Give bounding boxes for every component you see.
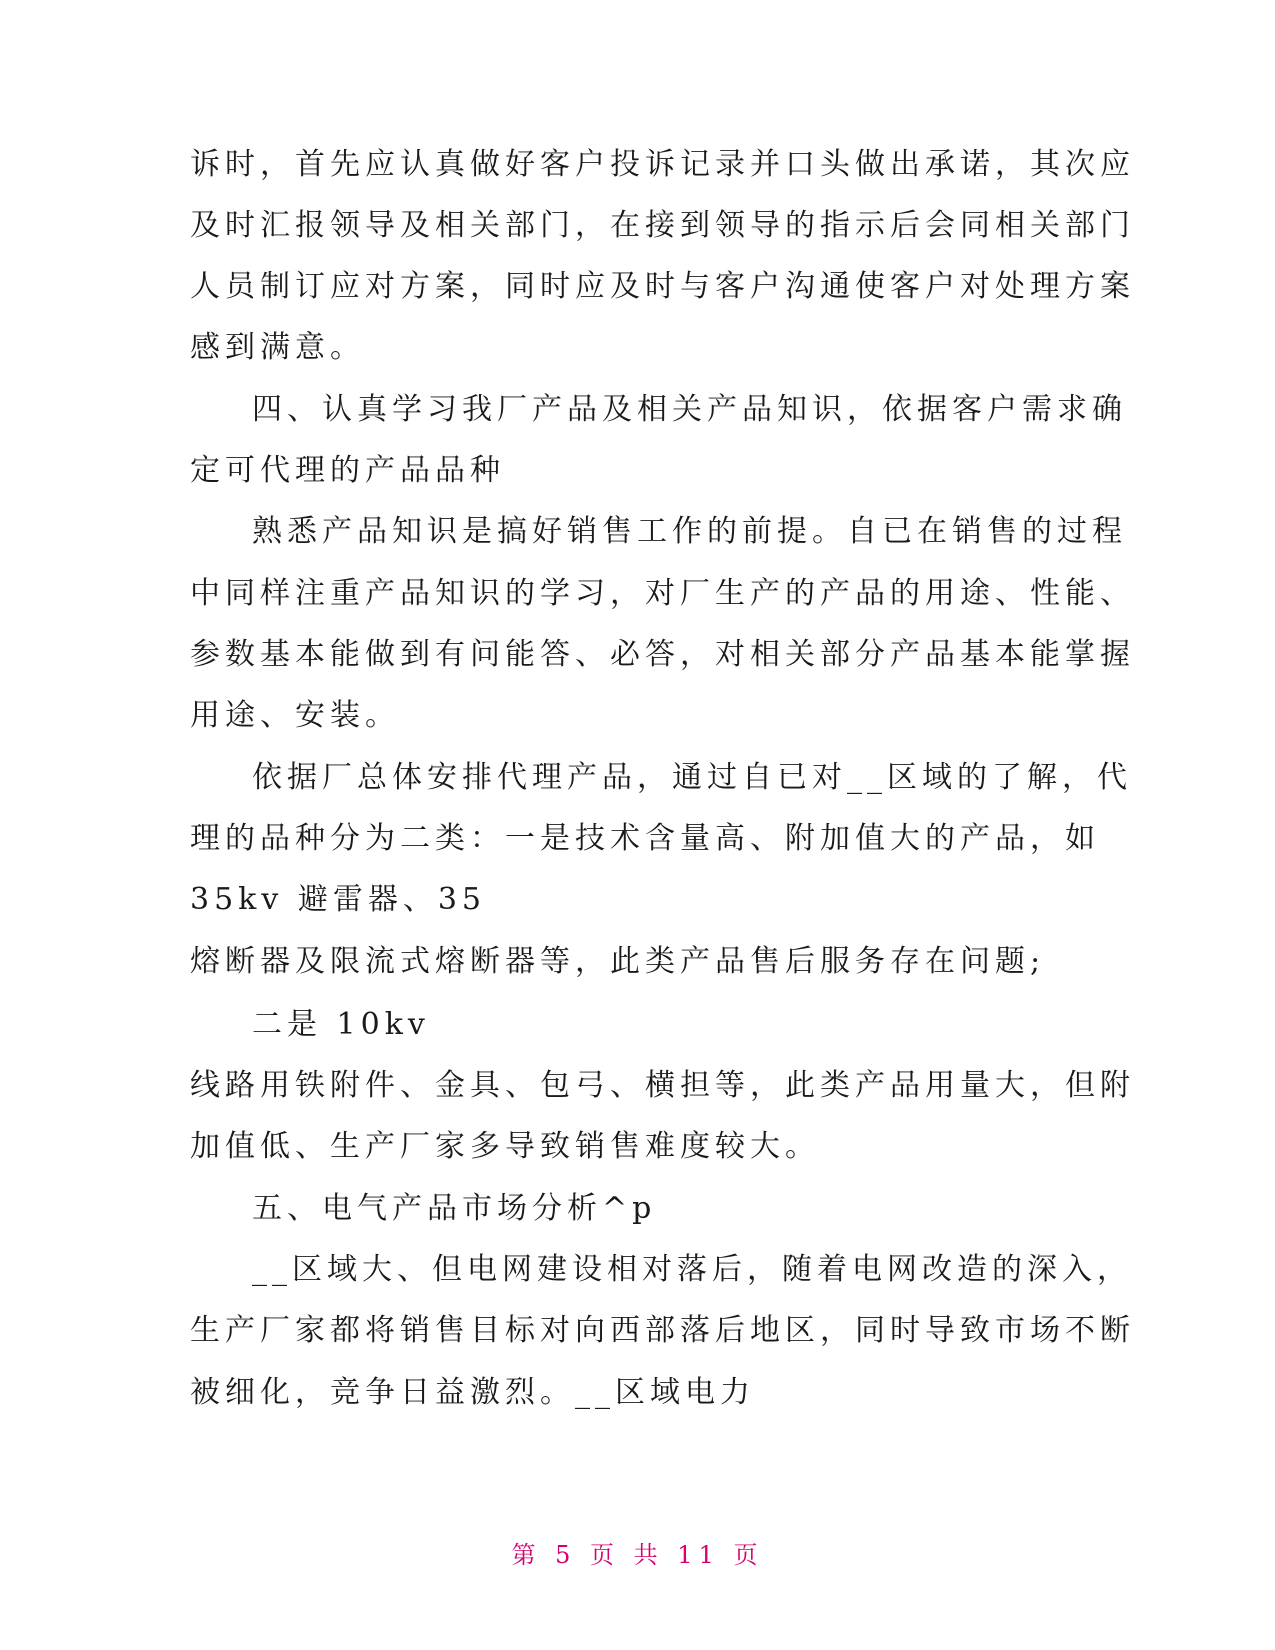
text-line: 理的品种分为二类：一是技术含量高、附加值大的产品，如 <box>190 821 1100 856</box>
text-line: 被细化，竞争日益激烈。__区域电力 <box>190 1375 755 1410</box>
section-heading: 四、认真学习我厂产品及相关产品知识，依据客户需求确 <box>252 392 1127 427</box>
text-line: 用途、安装。 <box>190 698 400 733</box>
text-line: 熔断器及限流式熔断器等，此类产品售后服务存在问题; <box>190 944 1046 979</box>
text-line: 参数基本能做到有问能答、必答，对相关部分产品基本能掌握 <box>190 637 1135 672</box>
text-line: 人员制订应对方案，同时应及时与客户沟通使客户对处理方案 <box>190 269 1135 304</box>
text-line: 诉时，首先应认真做好客户投诉记录并口头做出承诺，其次应 <box>190 147 1135 182</box>
text-line: 生产厂家都将销售目标对向西部落后地区，同时导致市场不断 <box>190 1313 1135 1348</box>
section-heading: 定可代理的产品品种 <box>190 453 505 488</box>
text-line: 35kv 避雷器、35 <box>190 882 487 917</box>
text-line: 及时汇报领导及相关部门，在接到领导的指示后会同相关部门 <box>190 208 1135 243</box>
section-heading: 五、电气产品市场分析^p <box>252 1191 657 1226</box>
text-line: 二是 10kv <box>252 1007 430 1042</box>
text-line: 中同样注重产品知识的学习，对厂生产的产品的用途、性能、 <box>190 576 1135 611</box>
text-line: 线路用铁附件、金具、包弓、横担等，此类产品用量大，但附 <box>190 1068 1135 1103</box>
text-line: 熟悉产品知识是搞好销售工作的前提。自已在销售的过程 <box>252 514 1127 549</box>
text-line: 加值低、生产厂家多导致销售难度较大。 <box>190 1129 820 1164</box>
text-line: __区域大、但电网建设相对落后，随着电网改造的深入， <box>252 1252 1132 1287</box>
text-line: 依据厂总体安排代理产品，通过自已对__区域的了解，代 <box>252 760 1132 795</box>
page-number-footer: 第 5 页 共 11 页 <box>511 1541 764 1569</box>
text-line: 感到满意。 <box>190 330 365 365</box>
